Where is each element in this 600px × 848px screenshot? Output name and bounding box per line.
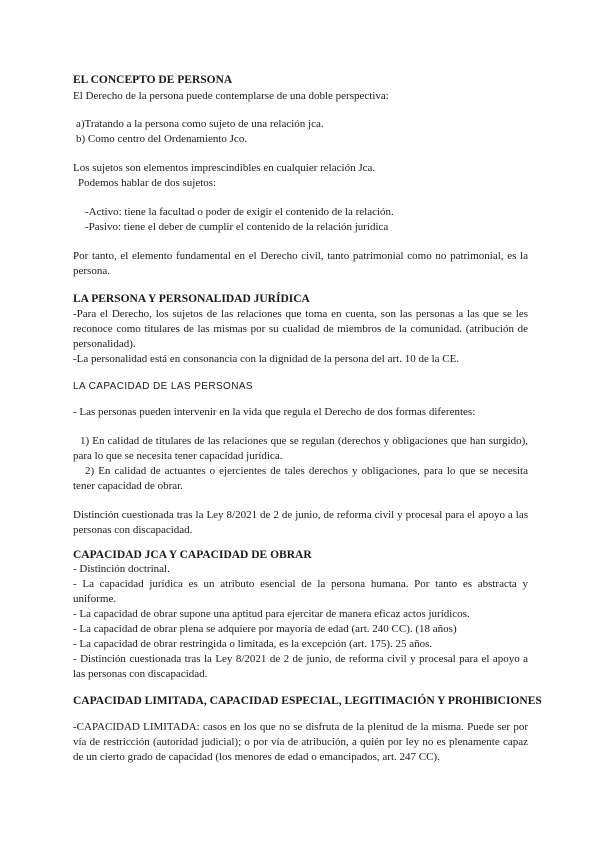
paragraph-line: Distinción cuestionada tras la Ley 8/2021 de 2 de junio, de reforma civil y procesal para el apoyo a las	[73, 509, 528, 521]
heading-concepto-persona: EL CONCEPTO DE PERSONA	[73, 74, 233, 86]
list-item: - La capacidad de obrar plena se adquiere por mayoría de edad (art. 240 CC). (18 años)	[73, 623, 457, 635]
heading-capacidad-limitada: CAPACIDAD LIMITADA, CAPACIDAD ESPECIAL, LEGITIMACIÓN Y PROHIBICIONES	[73, 695, 542, 707]
list-item: a)Tratando a la persona como sujeto de una relación jca.	[76, 118, 324, 130]
list-item: - La capacidad de obrar restringida o limitada, es la excepción (art. 175). 25 años.	[73, 638, 433, 650]
paragraph-line: personalidad).	[73, 338, 136, 350]
list-item: -Activo: tiene la facultad o poder de exigir el contenido de la relación.	[85, 206, 394, 218]
paragraph-line: Podemos hablar de dos sujetos:	[78, 177, 217, 189]
paragraph-line: uniforme.	[73, 593, 117, 605]
heading-persona-personalidad: LA PERSONA Y PERSONALIDAD JURÍDICA	[73, 293, 310, 305]
list-item: - La capacidad jurídica es un atributo esencial de la persona humana. Por tanto es abstracta y	[73, 578, 528, 590]
paragraph-line: persona.	[73, 265, 110, 277]
list-item: - Distinción doctrinal.	[73, 563, 170, 575]
paragraph-line: El Derecho de la persona puede contemplarse de una doble perspectiva:	[73, 90, 389, 102]
list-item: 1) En calidad de titulares de las relaciones que se regulan (derechos y obligaciones que han surgido),	[80, 435, 528, 447]
paragraph-line: - Las personas pueden intervenir en la vida que regula el Derecho de dos formas diferentes:	[73, 406, 476, 418]
paragraph-line: reconoce como titulares de las mismas por su cualidad de miembros de la comunidad. (atribución de	[73, 323, 528, 335]
list-item: - La capacidad de obrar supone una aptitud para ejercitar de manera eficaz actos jurídicos.	[73, 608, 470, 620]
paragraph-line: tener capacidad de obrar.	[73, 480, 183, 492]
paragraph-line: para lo que se necesita tener capacidad jurídica.	[73, 450, 283, 462]
paragraph-line: -Para el Derecho, los sujetos de las relaciones que toma en cuenta, son las personas a las que se les	[73, 308, 528, 320]
paragraph-line: personas con discapacidad.	[73, 524, 193, 536]
paragraph-line: -La personalidad está en consonancia con la dignidad de la persona del art. 10 de la CE.	[73, 353, 460, 365]
list-item: -Pasivo: tiene el deber de cumplir el contenido de la relación jurídica	[85, 221, 389, 233]
list-item: b) Como centro del Ordenamiento Jco.	[76, 133, 248, 145]
paragraph-line: vía de restricción (autoridad judicial); o por vía de atribución, a quién por ley no es plenamente capaz	[73, 736, 528, 748]
heading-capacidad-jca-obrar: CAPACIDAD JCA Y CAPACIDAD DE OBRAR	[73, 549, 312, 561]
paragraph-line: Por tanto, el elemento fundamental en el Derecho civil, tanto patrimonial como no patrimonial, es la	[73, 250, 528, 262]
list-item: 2) En calidad de actuantes o ejercientes de tales derechos y obligaciones, para lo que se necesita	[85, 465, 528, 477]
paragraph-line: Los sujetos son elementos imprescindibles en cualquier relación Jca.	[73, 162, 376, 174]
heading-capacidad-personas: LA CAPACIDAD DE LAS PERSONAS	[73, 381, 253, 392]
paragraph-line: de un cierto grado de capacidad (los menores de edad o emancipados, art. 247 CC).	[73, 751, 440, 763]
paragraph-line: las personas con discapacidad.	[73, 668, 208, 680]
paragraph-line: -CAPACIDAD LIMITADA: casos en los que no se disfruta de la plenitud de la misma. Puede ser por	[73, 721, 528, 733]
list-item: - Distinción cuestionada tras la Ley 8/2021 de 2 de junio, de reforma civil y procesal para el apoyo a	[73, 653, 528, 665]
